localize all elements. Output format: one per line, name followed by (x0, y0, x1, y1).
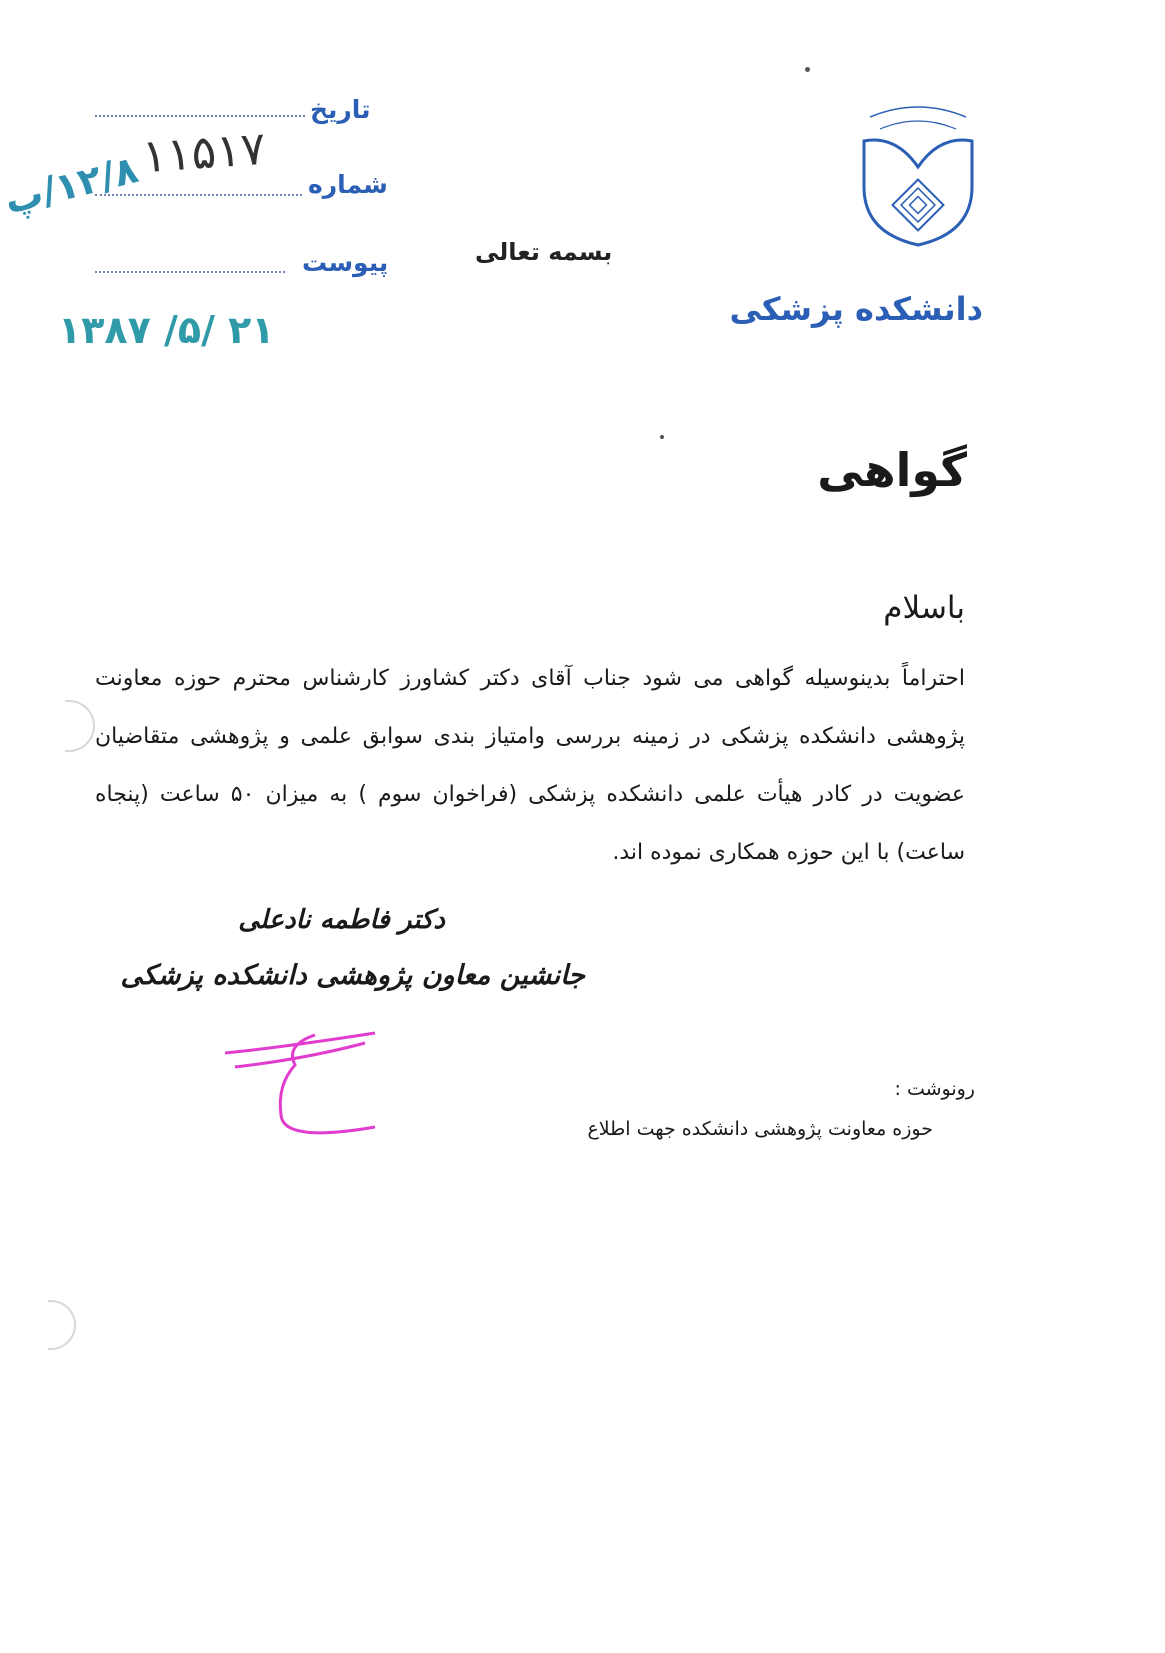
salutation: باسلام (883, 590, 965, 626)
basmala-heading: بسمه تعالی (475, 238, 613, 266)
signer-title: جانشین معاون پژوهشی دانشکده پزشکی (120, 960, 585, 991)
punch-hole-mark (48, 1300, 76, 1350)
handwritten-signature (225, 1025, 395, 1155)
date-stamp: ۱۳۸۷ /۵/ ۲۱ (58, 308, 275, 352)
registration-stamp: ۱۲/۸/پ (0, 147, 143, 223)
attachment-label: پیوست (302, 248, 389, 277)
university-emblem-logo (858, 95, 978, 265)
faculty-name: دانشکده پزشکی (729, 290, 983, 328)
signer-name: دکتر فاطمه نادعلی (238, 905, 445, 935)
number-label: شماره (308, 170, 388, 199)
date-label: تاریخ (310, 95, 371, 124)
paper-speck (805, 67, 810, 72)
number-field-line (95, 194, 302, 196)
punch-hole-mark (65, 700, 95, 752)
cc-recipient: حوزه معاونت پژوهشی دانشکده جهت اطلاع (587, 1118, 933, 1140)
document-title: گواهی (817, 443, 967, 497)
certificate-body-text: احتراماً بدینوسیله گواهی می شود جناب آقای دکتر کشاورز کارشناس محترم حوزه معاونت پژوهشی دانشکده پزشکی در زمینه بررسی وامتیاز بندی سوابق علمی و پژوهشی متقاضیان عضویت در کادر هیأت علمی دانشکده پزشکی (فراخوان سوم ) به میزان ۵۰ ساعت (پنجاه ساعت) با این حوزه همکاری نموده اند. (95, 666, 965, 865)
date-field-line (95, 115, 305, 117)
handwritten-letter-number: ۱۱۵۱۷ (140, 120, 268, 184)
paper-speck (660, 435, 664, 439)
attachment-field-line (95, 271, 285, 273)
cc-label: رونوشت : (894, 1078, 975, 1100)
